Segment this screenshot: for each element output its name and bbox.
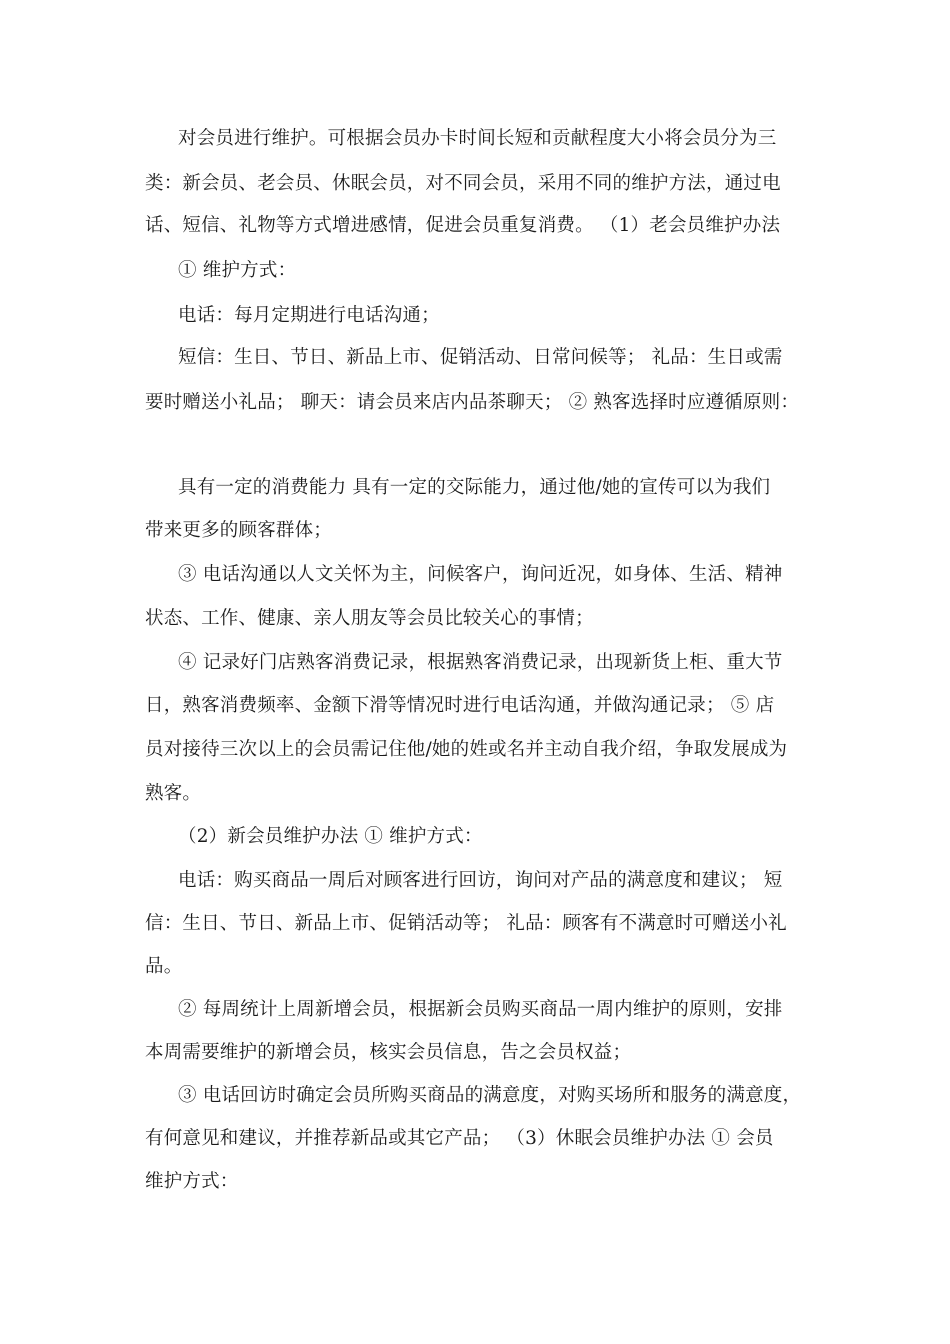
text-line: 要时赠送小礼品； 聊天：请会员来店内品茶聊天； ② 熟客选择时应遵循原则： — [145, 392, 800, 413]
text-line: 维护方式： — [145, 1171, 239, 1192]
text-line: 熟客。 — [145, 783, 202, 804]
text-line: 品。 — [145, 956, 183, 977]
text-line: 状态、工作、健康、亲人朋友等会员比较关心的事情； — [145, 608, 594, 629]
text-line: 对会员进行维护。可根据会员办卡时间长短和贡献程度大小将会员分为三 — [178, 128, 777, 149]
text-line: 日，熟客消费频率、金额下滑等情况时进行电话沟通，并做沟通记录； ⑤ 店 — [145, 695, 775, 716]
text-line: 本周需要维护的新增会员，核实会员信息，告之会员权益； — [145, 1042, 632, 1063]
text-line: （2）新会员维护办法 ① 维护方式： — [178, 826, 483, 847]
text-line: 话、短信、礼物等方式增进感情，促进会员重复消费。 （1）老会员维护办法 — [145, 215, 781, 236]
text-line: ① 维护方式： — [178, 260, 297, 281]
text-line: 带来更多的顾客群体； — [145, 520, 333, 541]
text-line: 短信：生日、节日、新品上市、促销活动、日常问候等； 礼品：生日或需 — [178, 347, 783, 368]
text-line: 电话：购买商品一周后对顾客进行回访，询问对产品的满意度和建议； 短 — [178, 870, 783, 891]
text-line: 具有一定的消费能力 具有一定的交际能力，通过他/她的宣传可以为我们 — [178, 477, 771, 498]
text-line: ④ 记录好门店熟客消费记录，根据熟客消费记录，出现新货上柜、重大节 — [178, 652, 783, 673]
text-line: 类：新会员、老会员、休眠会员，对不同会员，采用不同的维护方法，通过电 — [145, 173, 781, 194]
text-line: 信：生日、节日、新品上市、促销活动等； 礼品：顾客有不满意时可赠送小礼 — [145, 913, 787, 934]
text-line: ③ 电话回访时确定会员所购买商品的满意度，对购买场所和服务的满意度， — [178, 1085, 802, 1106]
text-line: ③ 电话沟通以人文关怀为主，问候客户，询问近况，如身体、生活、精神 — [178, 564, 783, 585]
text-line: ② 每周统计上周新增会员，根据新会员购买商品一周内维护的原则，安排 — [178, 999, 783, 1020]
text-line: 电话：每月定期进行电话沟通； — [178, 305, 440, 326]
text-line: 员对接待三次以上的会员需记住他/她的姓或名并主动自我介绍，争取发展成为 — [145, 739, 788, 760]
text-line: 有何意见和建议，并推荐新品或其它产品； （3）休眠会员维护办法 ① 会员 — [145, 1128, 774, 1149]
